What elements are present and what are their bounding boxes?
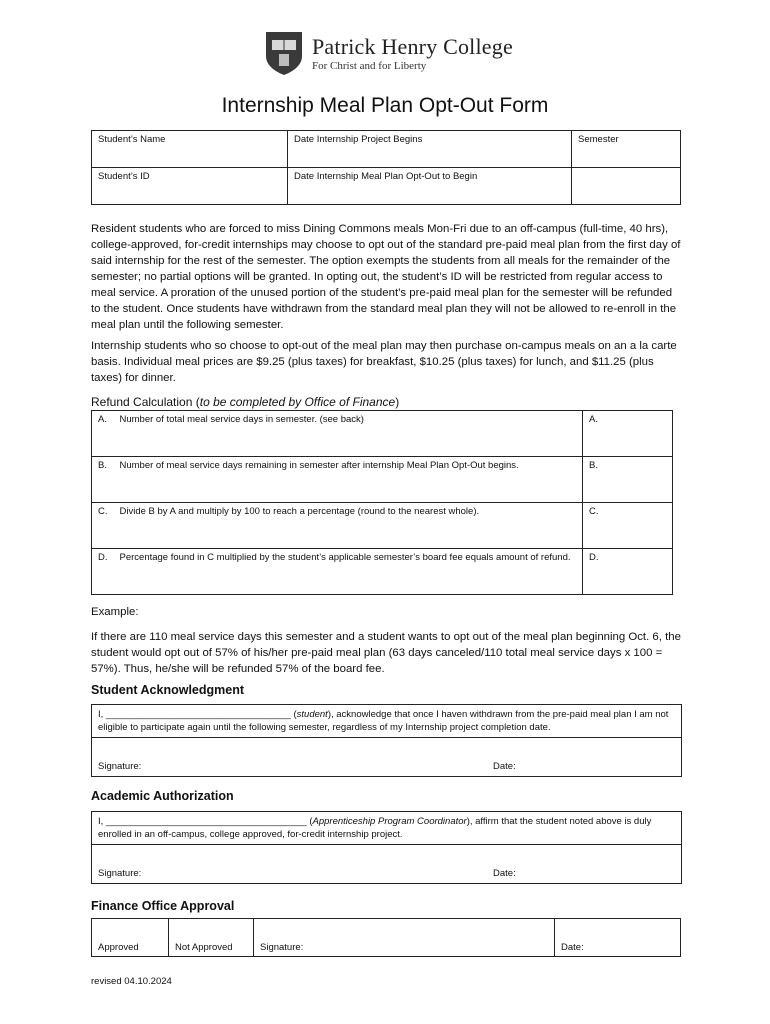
date-label: Date: [561,942,584,953]
approved-label: Approved [98,942,139,953]
answer-field-d[interactable] [583,549,673,595]
student-acknowledgment-box [91,704,682,777]
college-motto: For Christ and for Liberty [312,60,427,72]
row-text: Number of total meal service days in semester. (see back) [114,411,583,457]
auth-suffix: ), affirm that the student noted above is duly enrolled in an off-campus, college approved, for-credit internship project. [98,816,652,840]
refund-label-italic: to be completed by Office of Finance [199,395,396,409]
date-label: Date: [493,868,516,879]
ack-prefix: I, ___________________________________ ( [98,709,297,720]
ack-role: student [296,709,328,720]
not-approved-option[interactable] [169,919,254,957]
example-text: If there are 110 meal service days this semester and a student wants to opt out of the meal plan beginning Oct. 6, the student would opt out of 57% of his/her pre-paid meal plan (63 days canceled/110 total meal service days x 100 = 57%). Thus, he/she will be refunded 57% of the board fee. [91,631,681,675]
row-text: Divide B by A and multiply by 100 to reach a percentage (round to the nearest whole). [114,503,583,549]
revised-date: revised 04.10.2024 [91,976,172,987]
crest-icon [264,30,304,76]
finance-date-field[interactable] [555,919,681,957]
date-optout-field[interactable] [288,168,572,205]
coordinator-signature-row[interactable] [92,844,681,883]
authorization-statement [92,812,681,844]
student-name-field[interactable] [92,131,288,168]
intro-paragraph: Resident students who are forced to miss Dining Commons meals Mon-Fri due to an off-campus (full-time, 40 hrs), college-approved, for-credit internships may choose to opt out of the standard pre-paid meal plan from the first day of said internship for the rest of the semester. The option exempts the students from all meals for the remainder of the semester; no partial options will be granted. In opting out, the student’s ID will be restricted from regular access to meal service. A proration of the unused portion of the student’s pre-paid meal plan for the semester will be refunded to the student. Once students have withdrawn from the standard meal plan they will not be allowed to re-enroll in the meal plan until the following semester. [91,223,681,331]
refund-label-start: Refund Calculation ( [91,395,200,409]
refund-row-d [92,549,673,595]
signature-label: Signature: [260,942,304,953]
acknowledgment-statement [92,705,681,737]
row-letter: C. [92,503,114,549]
approved-option[interactable] [92,919,169,957]
answer-field-c[interactable] [583,503,673,549]
row-letter: B. [92,457,114,503]
example-label: Example: [91,606,139,618]
semester-label: Semester [578,134,619,145]
date-begins-label: Date Internship Project Begins [294,134,423,145]
a-la-carte-paragraph: Internship students who so choose to opt-out of the meal plan may then purchase on-campus meals on an a la carte basis. Individual meal prices are $9.25 (plus taxes) for breakfast, $10.25 (plus taxes) for lunch, and $11.25 (plus taxes) for dinner. [91,340,677,384]
student-name-label: Student’s Name [98,134,166,145]
refund-label-end: ) [395,395,400,409]
refund-row-c [92,503,673,549]
blank-field[interactable] [572,168,681,205]
student-id-field[interactable] [92,168,288,205]
refund-calculation-table [91,410,673,595]
signature-label: Signature: [98,761,142,772]
date-label: Date: [493,761,516,772]
answer-label: C. [589,506,599,517]
auth-prefix: I, ______________________________________ ( [98,816,313,827]
student-id-label: Student’s ID [98,171,150,182]
auth-role: Apprenticeship Program Coordinator [312,816,467,827]
answer-label: D. [589,552,599,563]
finance-signature-field[interactable] [254,919,555,957]
answer-label: A. [589,414,598,425]
college-logo [264,30,514,78]
academic-authorization-heading: Academic Authorization [91,789,234,803]
ack-suffix: ), acknowledge that once I haven withdrawn from the pre-paid meal plan I am not eligible to participate again until the following semester, regardless of my Internship project completion date. [98,709,669,733]
academic-authorization-box [91,811,682,884]
not-approved-label: Not Approved [175,942,233,953]
answer-label: B. [589,460,598,471]
student-info-table [91,130,681,205]
college-name: Patrick Henry College [312,34,513,59]
row-letter: D. [92,549,114,595]
row-letter: A. [92,411,114,457]
row-text: Number of meal service days remaining in semester after internship Meal Plan Opt-Out begins. [114,457,583,503]
date-begins-field[interactable] [288,131,572,168]
refund-row-b [92,457,673,503]
student-acknowledgment-heading: Student Acknowledgment [91,683,245,697]
signature-label: Signature: [98,868,142,879]
refund-calculation-label [91,395,399,409]
date-optout-label: Date Internship Meal Plan Opt-Out to Begin [294,171,478,182]
answer-field-b[interactable] [583,457,673,503]
finance-approval-table [91,918,681,957]
row-text: Percentage found in C multiplied by the student’s applicable semester’s board fee equals amount of refund. [114,549,583,595]
page-title: Internship Meal Plan Opt-Out Form [221,94,549,117]
refund-row-a [92,411,673,457]
semester-field[interactable] [572,131,681,168]
finance-approval-heading: Finance Office Approval [91,899,235,913]
student-signature-row[interactable] [92,737,681,776]
answer-field-a[interactable] [583,411,673,457]
